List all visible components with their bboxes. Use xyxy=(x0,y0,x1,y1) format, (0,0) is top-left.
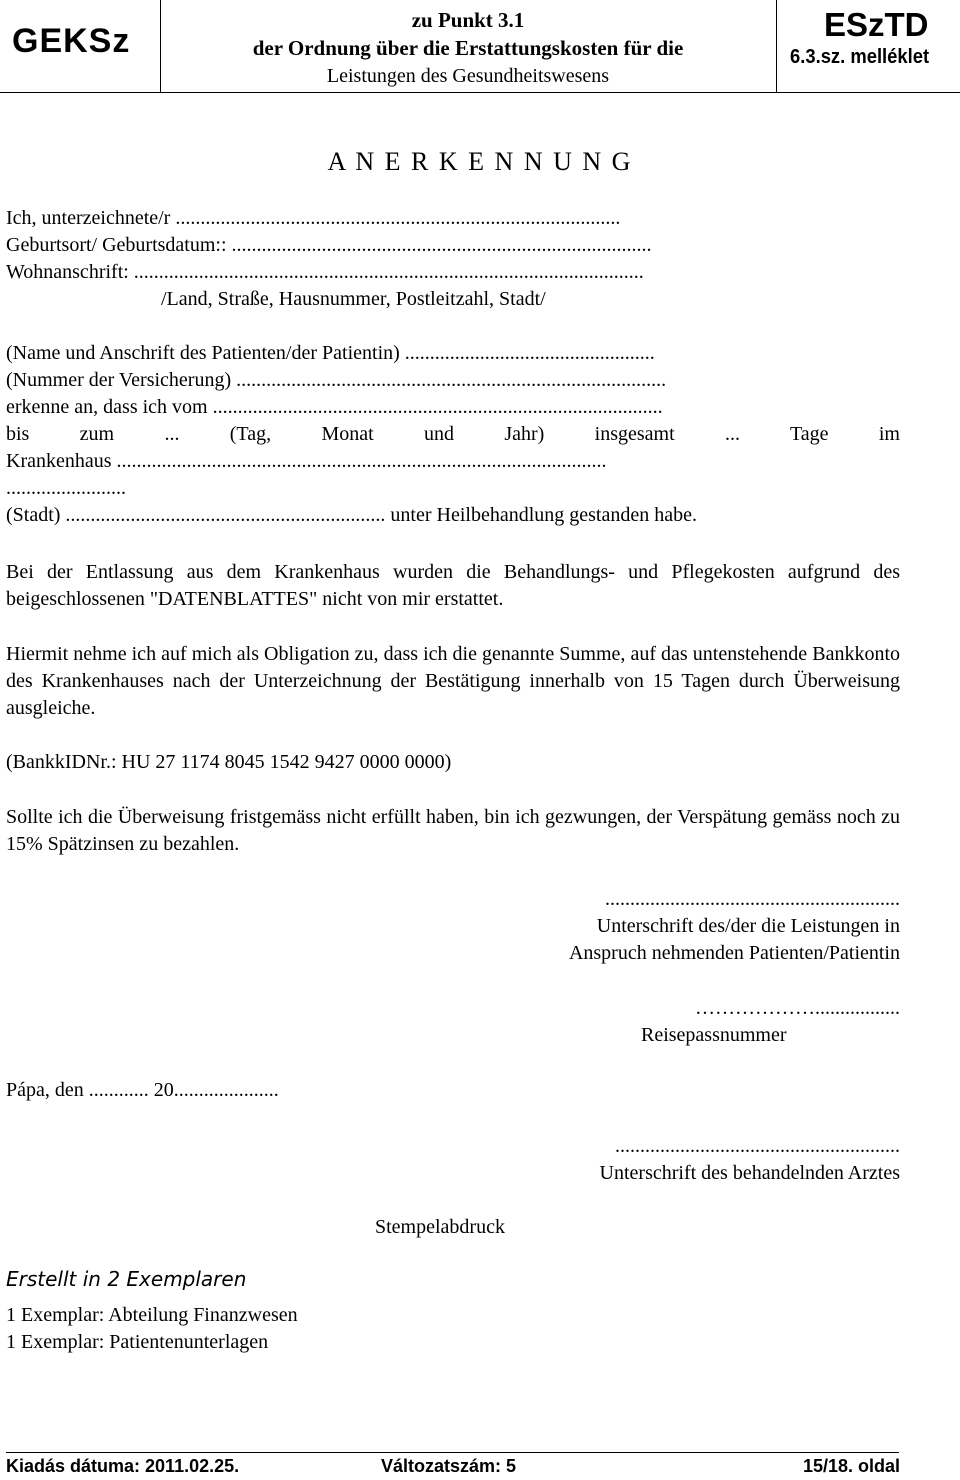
field-insurance-number: (Nummer der Versicherung) ...................................................................................... xyxy=(6,369,667,391)
header-line-1: zu Punkt 3.1 xyxy=(411,8,525,32)
header-code: ESzTD xyxy=(824,6,929,43)
field-address: Wohnanschrift: ...................................................................................................... xyxy=(6,261,644,283)
field-birthplace-date: Geburtsort/ Geburtsdatum:: .................................................................................... xyxy=(6,234,652,256)
header-title-cell xyxy=(160,0,777,92)
document-header xyxy=(0,0,960,93)
doctor-signature-label: Unterschrift des behandelnden Arztes xyxy=(599,1162,900,1184)
copy-finance: 1 Exemplar: Abteilung Finanzwesen xyxy=(6,1304,298,1326)
footer-divider xyxy=(6,1452,899,1453)
doctor-signature-line: ......................................................... xyxy=(615,1135,900,1157)
header-line-2: der Ordnung über die Erstattungskosten für die xyxy=(252,36,684,60)
copy-patient-records: 1 Exemplar: Patientenunterlagen xyxy=(6,1331,269,1353)
geksz-logo: GEKSz xyxy=(12,22,131,60)
field-signer-name: Ich, unterzeichnete/r ......................................................................................... xyxy=(6,207,621,229)
field-to-date: bis zum ... (Tag, Monat und Jahr) insgesamt ... Tage im xyxy=(6,423,900,445)
field-from-date: erkenne an, dass ich vom .......................................................................................... xyxy=(6,396,663,418)
paragraph-late-interest: Sollte ich die Überweisung fristgemäss nicht erfüllt haben, bin ich gezwungen, der Verspätung gemäss noch zu 15% Spätzinsen zu bezahlen. xyxy=(6,806,900,855)
copies-heading: Erstellt in 2 Exemplaren xyxy=(6,1267,247,1291)
header-logo-cell xyxy=(0,0,161,92)
field-hospital-continued: ........................ xyxy=(6,477,126,499)
bank-account: (BankkIDNr.: HU 27 1174 8045 1542 9427 0000 0000) xyxy=(6,751,452,773)
header-line-3: Leistungen des Gesundheitswesens xyxy=(326,65,610,87)
passport-number-line: ………………................. xyxy=(695,997,900,1019)
footer-version: Változatszám: 5 xyxy=(381,1456,517,1476)
field-city: (Stadt) ................................................................ unter Heilbehandlung gestanden habe. xyxy=(6,504,697,526)
footer-page-number: 15/18. oldal xyxy=(802,1456,900,1476)
patient-signature-line: ........................................................... xyxy=(605,888,900,910)
header-divider xyxy=(0,92,960,93)
address-hint: /Land, Straße, Hausnummer, Postleitzahl, Stadt/ xyxy=(161,288,546,310)
patient-signature-label-2: Anspruch nehmenden Patienten/Patientin xyxy=(568,942,900,964)
field-patient-name: (Name und Anschrift des Patienten/der Patientin) .................................................. xyxy=(6,342,655,364)
document-title: A N E R K E N N U N G xyxy=(327,147,633,176)
paragraph-obligation: Hiermit nehme ich auf mich als Obligation zu, dass ich die genannte Summe, auf das untenstehende Bankkonto des Krankenhauses nach der Unterzeichnung der Bestätigung innerhalb von 15 Tagen durch Überweisung ausgleiche. xyxy=(6,643,900,719)
place-date: Pápa, den ............ 20..................... xyxy=(6,1079,279,1101)
paragraph-discharge: Bei der Entlassung aus dem Krankenhaus wurden die Behandlungs- und Pflegekosten aufgrund des beigeschlossenen "DATENBLATTES" nicht von mir erstattet. xyxy=(6,561,900,610)
field-hospital: Krankenhaus .................................................................................................. xyxy=(6,450,607,472)
header-code-cell xyxy=(776,0,960,92)
footer-issue-date: Kiadás dátuma: 2011.02.25. xyxy=(6,1456,240,1476)
header-annex: 6.3.sz. melléklet xyxy=(790,46,930,68)
patient-signature-label-1: Unterschrift des/der die Leistungen in xyxy=(596,915,900,937)
stamp-label: Stempelabdruck xyxy=(375,1216,505,1238)
passport-number-label: Reisepassnummer xyxy=(641,1024,787,1046)
